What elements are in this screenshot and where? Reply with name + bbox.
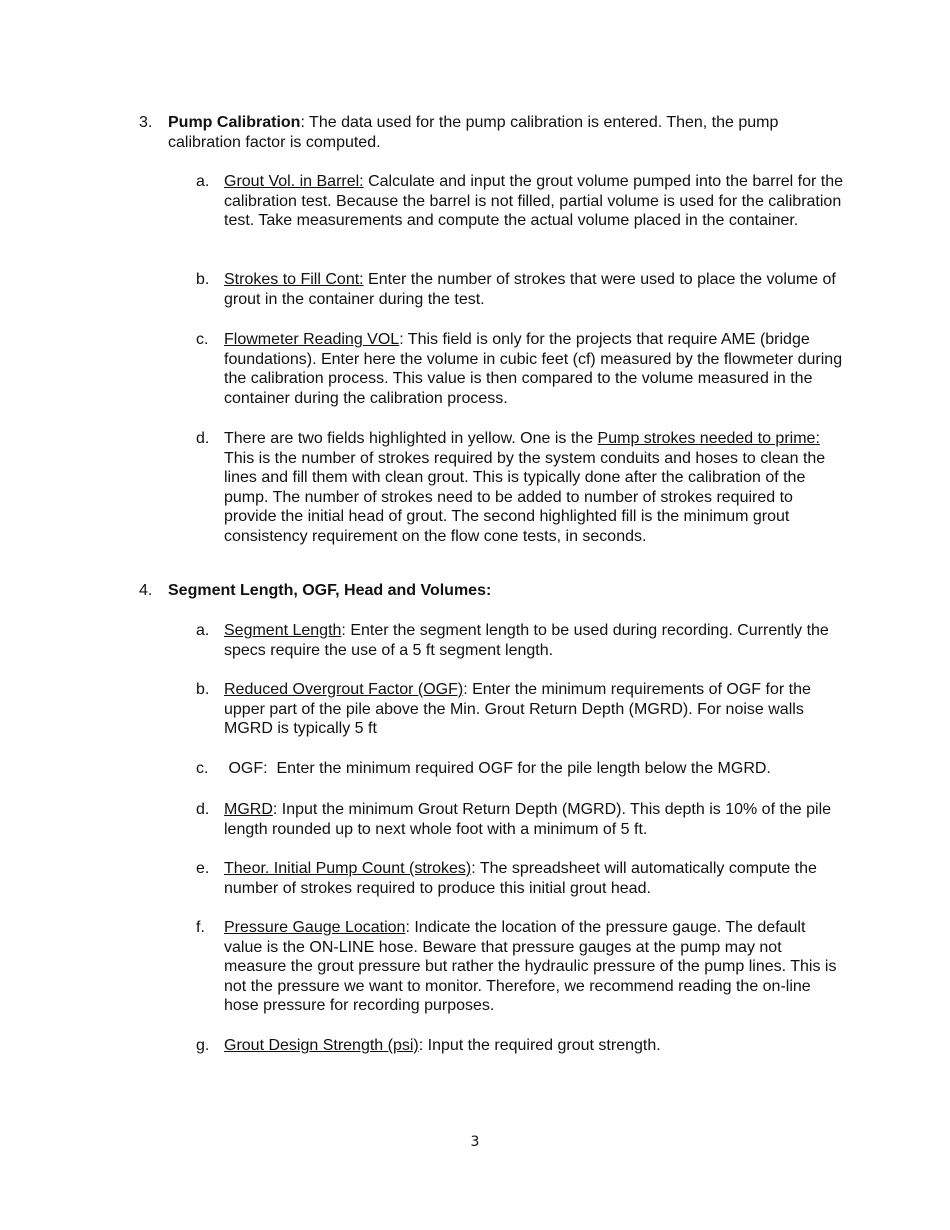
item-description: This is the number of strokes required by the system conduits and hoses to clean the lines and fill them with clean grout. This is typically done after the calibration of the pump. The number of strokes need to be added to number of strokes required to provide the initial head of grout. The second highlighted fill is the minimum grout consistency requirement on the flow cone tests, in seconds. (224, 449, 826, 545)
item-letter: a. (196, 622, 210, 639)
list-item-segment-length (196, 621, 846, 660)
list-item-strokes-to-fill-cont (196, 270, 846, 309)
list-item-flowmeter-reading-vol (196, 330, 846, 408)
page-number: 3 (470, 1134, 480, 1150)
item-description: : Enter the minimum requirements of OGF for the upper part of the pile above the Min. Grout Return Depth (MGRD). For noise walls MGRD is typically 5 ft (224, 681, 811, 738)
item-term: Flowmeter Reading VOL (224, 331, 400, 348)
section-number: 4. (139, 582, 153, 599)
item-term: Segment Length (224, 622, 342, 639)
item-description: : This field is only for the projects that require AME (bridge foundations). Enter here the volume in cubic feet (cf) measured by the flowmeter during the calibration process. This value is then compared to the volume measured in the container during the calibration process. (224, 331, 843, 407)
section-title: Pump Calibration (168, 114, 301, 131)
item-letter: b. (196, 681, 210, 698)
section-title: Segment Length, OGF, Head and Volumes: (168, 582, 492, 599)
list-item-highlighted-fields (196, 429, 846, 547)
section-intro (168, 113, 849, 152)
item-letter: c. (196, 760, 209, 777)
item-description: Calculate and input the grout volume pumped into the barrel for the calibration test. Because the barrel is not filled, partial volume is used for the calibration test. Take measurements and compute the actual volume placed in the container. (224, 173, 844, 230)
list-item-reduced-overgrout-factor (196, 680, 846, 739)
item-term: Grout Vol. in Barrel: (224, 173, 364, 190)
item-letter: a. (196, 173, 210, 190)
item-description: Enter the number of strokes that were used to place the volume of grout in the container during the test. (224, 271, 836, 308)
item-description: : Enter the segment length to be used during recording. Currently the specs require the use of a 5 ft segment length. (224, 622, 829, 659)
section-number: 3. (139, 114, 153, 131)
item-letter: f. (196, 919, 205, 936)
item-term: Strokes to Fill Cont: (224, 271, 364, 288)
item-letter: d. (196, 801, 210, 818)
item-letter: c. (196, 331, 209, 348)
item-letter: d. (196, 430, 210, 447)
list-item-ogf (196, 759, 846, 779)
item-description: : Input the minimum Grout Return Depth (MGRD). This depth is 10% of the pile length rounded up to next whole foot with a minimum of 5 ft. (224, 801, 832, 838)
list-item-grout-design-strength (196, 1036, 846, 1056)
item-term: Pressure Gauge Location (224, 919, 406, 936)
item-description: : The spreadsheet will automatically compute the number of strokes required to produce this initial grout head. (224, 860, 817, 897)
section-intro-text: : The data used for the pump calibration is entered. Then, the pump calibration factor is computed. (168, 114, 779, 151)
item-letter: g. (196, 1037, 210, 1054)
item-description: : Indicate the location of the pressure gauge. The default value is the ON-LINE hose. Beware that pressure gauges at the pump may not measure the grout pressure but rather the hydraulic pressure of the pump lines. This is not the pressure we want to monitor. Therefore, we recommend reading the on-line hose pressure for recording purposes. (224, 919, 837, 1015)
item-term: Theor. Initial Pump Count (strokes) (224, 860, 472, 877)
item-letter: b. (196, 271, 210, 288)
item-description-intro: There are two fields highlighted in yellow. One is the (224, 430, 598, 447)
item-term: Reduced Overgrout Factor (OGF) (224, 681, 464, 698)
list-item-pressure-gauge-location (196, 918, 846, 1016)
list-item-grout-vol-in-barrel (196, 172, 846, 231)
item-description: : Input the required grout strength. (418, 1037, 661, 1054)
list-item-mgrd (196, 800, 846, 839)
item-term: Grout Design Strength (psi) (224, 1037, 419, 1054)
item-term: MGRD (224, 801, 273, 818)
item-letter: e. (196, 860, 210, 877)
item-term: Pump strokes needed to prime: (597, 430, 820, 447)
item-description: OGF: Enter the minimum required OGF for the pile length below the MGRD. (224, 760, 771, 777)
section-4-segment-length (139, 581, 849, 601)
section-3-pump-calibration (139, 113, 849, 152)
list-item-theor-initial-pump-count (196, 859, 846, 898)
